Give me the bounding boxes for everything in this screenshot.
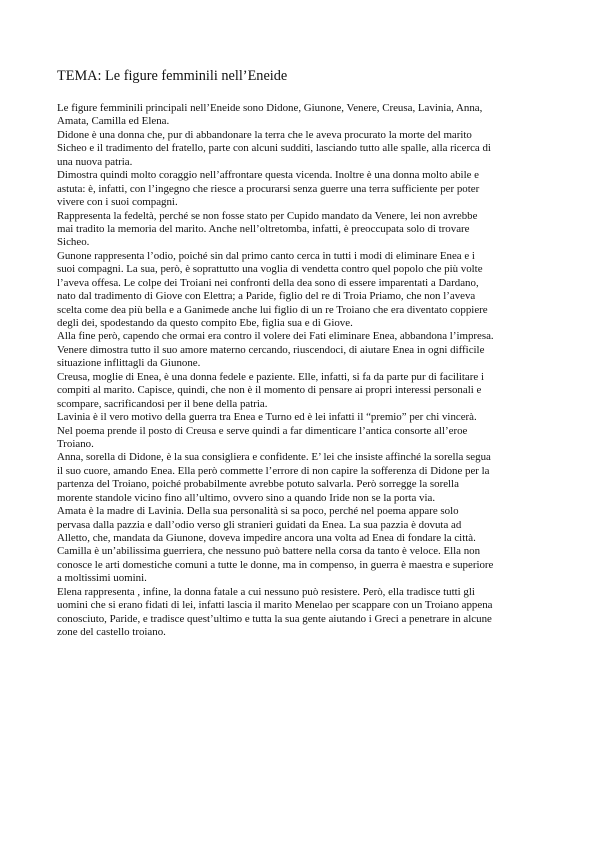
body-line: Anna, sorella di Didone, è la sua consigliera e confidente. E’ lei che insiste affinché la sorella segua bbox=[57, 451, 491, 464]
body-line: Sicheo. bbox=[57, 236, 90, 249]
body-line: Venere dimostra tutto il suo amore materno cercando, riuscendoci, di aiutare Enea in ogni difficile bbox=[57, 343, 485, 356]
body-line: mai tradito la memoria del marito. Anche nell’oltretomba, infatti, è preoccupata solo di trovare bbox=[57, 222, 470, 235]
body-line: degli dei, spodestando da questo compito Ebe, figlia sua e di Giove. bbox=[57, 317, 353, 329]
body-line: Nel poema prende il posto di Creusa e serve quindi a far dimenticare l’antica consorte all’eroe bbox=[57, 424, 468, 437]
body-line: scompare, sacrificandosi per il bene della patria. bbox=[57, 397, 268, 410]
body-line: situazione inflittagli da Giunone. bbox=[57, 357, 201, 370]
body-line: a moltissimi uomini. bbox=[57, 572, 147, 585]
body-line: conosce le arti domestiche comuni a tutte le donne, ma in compenso, in guerra è maestra e superiore bbox=[57, 558, 494, 571]
body-line: Lavinia è il vero motivo della guerra tra Enea e Turno ed è lei infatti il “premio” per chi vincerà. bbox=[57, 411, 477, 424]
body-line: Didone è una donna che, pur di abbandonare la terra che le aveva procurato la morte del marito bbox=[57, 128, 472, 141]
body-line: Troiano. bbox=[57, 437, 94, 450]
body-line: Alla fine però, capendo che ormai era contro il volere dei Fati eliminare Enea, abbandona l’impresa. bbox=[57, 330, 494, 343]
document-body bbox=[57, 102, 543, 640]
body-line: Camilla è un’abilissima guerriera, che nessuno può battere nella corsa da tanto è veloce. Ella non bbox=[57, 545, 481, 558]
body-line: Creusa, moglie di Enea, è una donna fedele e paziente. Elle, infatti, si fa da parte pur di facilitare i bbox=[57, 370, 484, 383]
body-line: una nuova patria. bbox=[57, 155, 133, 168]
body-line: Le figure femminili principali nell’Eneide sono Didone, Giunone, Venere, Creusa, Lavinia, Anna, bbox=[57, 102, 483, 114]
body-line: uomini che si erano fidati di lei, infatti lascia il marito Menelao per scappare con un Troiano appena bbox=[57, 599, 493, 612]
document-title: TEMA: Le figure femminili nell’Eneide bbox=[57, 68, 288, 84]
body-line: Amata, Camilla ed Elena. bbox=[57, 115, 170, 128]
body-line: Dimostra quindi molto coraggio nell’affrontare questa vicenda. Inoltre è una donna molto abile e bbox=[57, 169, 479, 182]
body-line: conosciuto, Paride, e tradisce quest’ultimo e tutta la sua gente aiutando i Greci a penetrare in alcune bbox=[57, 612, 492, 625]
body-line: nato dal tradimento di Giove con Elettra; a Paride, figlio del re di Troia Priamo, che non l’aveva bbox=[57, 290, 476, 303]
body-line: Gunone rappresenta l’odio, poiché sin dal primo canto cerca in tutti i modi di eliminare Enea e i bbox=[57, 249, 475, 262]
body-line: Rappresenta la fedeltà, perché se non fosse stato per Cupido mandato da Venere, lei non avrebbe bbox=[57, 209, 478, 222]
body-line: l’aveva offesa. Le colpe dei Troiani nei confronti della dea sono di essere imparentati a Dardano, bbox=[57, 276, 479, 289]
body-line: partenza del Troiano, poiché probabilmente avrebbe potuto salvarla. Però sorregge la sorella bbox=[57, 478, 459, 491]
body-line: Sicheo e il tradimento del fratello, parte con alcuni sudditi, lasciando tutto alle spalle, alla ricerca di bbox=[57, 142, 491, 155]
body-line: astuta: è, infatti, con l’ingegno che riesce a procurarsi senza guerre una terra sufficiente per poter bbox=[57, 182, 480, 195]
body-line: Elena rappresenta , infine, la donna fatale a cui nessuno può resistere. Però, ella tradisce tutti gli bbox=[57, 585, 475, 598]
body-line: zone del castello troiano. bbox=[57, 626, 166, 639]
body-line: Amata è la madre di Lavinia. Della sua personalità si sa poco, perché nel poema appare solo bbox=[57, 505, 459, 518]
body-line: Alletto, che, mandata da Giunone, doveva impedire ancora una volta ad Enea di fondare la città. bbox=[57, 532, 476, 544]
body-line: suoi compagni. La sua, però, è soprattutto una voglia di vendetta contro quel popolo che più volte bbox=[57, 263, 483, 276]
body-line: compiti al marito. Capisce, quindi, che non è il momento di pensare ai propri interessi personali e bbox=[57, 384, 482, 397]
body-line: scelta come dea più bella e a Ganimede anche lui figlio di un re Troiano che era diventato coppiere bbox=[57, 303, 488, 316]
body-line: morente standole vicino fino all’ultimo, ovvero sino a quando Iride non se la porta via. bbox=[57, 491, 436, 504]
body-line: pervasa dalla pazzia e dall’odio verso gli stranieri guidati da Enea. La sua pazzia è dovuta ad bbox=[57, 518, 462, 531]
body-line: il suo cuore, amando Enea. Ella però commette l’errore di non capire la sofferenza di Didone per la bbox=[57, 464, 490, 477]
body-line: vivere con i suoi compagni. bbox=[57, 196, 178, 209]
